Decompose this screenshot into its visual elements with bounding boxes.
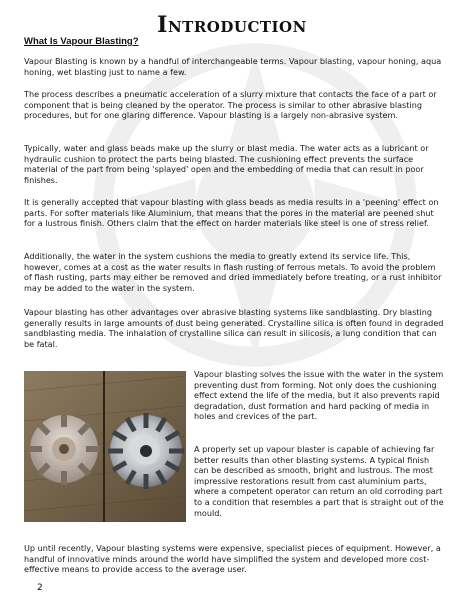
side-paragraph-2: A properly set up vapour blaster is capable of achieving far better results than other blasting systems. A typical finish can be described as smooth, bright and lustrous. The most impressive restorations result from cast aluminium parts, where a competent operator can return an old corroding part to a condition that resembles a part that is straight out of the mould. (194, 444, 444, 518)
paragraph-5: Additionally, the water in the system cushions the media to greatly extend its service life. This, however, comes at a cost as the water results in flash rusting of ferrous metals. To avoid the problem of flash rusting, parts may either be removed and dried immediately before treating, or a rust inhibitor may be added to the water in the system. (24, 251, 442, 293)
paragraph-1: Vapour Blasting is known by a handful of interchangeable terms. Vapour blasting, vapour honing, aqua honing, wet blasting just to name a few. (24, 56, 442, 77)
paragraph-2: The process describes a pneumatic acceleration of a slurry mixture that contacts the face of a part or component that is being cleaned by the operator. The process is similar to other abrasive blasting procedures, but for one glaring difference. Vapour blasting is a largely non-abrasive system. (24, 89, 437, 121)
paragraph-6: Vapour blasting has other advantages over abrasive blasting systems like sandblasting. Dry blasting generally results in large amounts of dust being generated. Crystalline silica is often found in degraded sandblasting media. The inhalation of crystalline silica can result in silicosis, a lung condition that can be fatal. (24, 307, 444, 349)
blasted-parts-photo (24, 371, 186, 522)
page-title: Introduction (157, 12, 307, 38)
paragraph-4: It is generally accepted that vapour blasting with glass beads as media results in a 'peening' effect on parts. For softer materials like Aluminium, that means that the pores in the material are peened shut for a lustrous finish. Others claim that the effect on harder materials like steel is one of stress relief. (24, 197, 439, 229)
section-heading: What Is Vapour Blasting? (24, 36, 139, 47)
page-number: 2 (37, 583, 43, 593)
paragraph-3: Typically, water and glass beads make up the slurry or blast media. The water acts as a lubricant or hydraulic cushion to protect the parts being blasted. The cushioning effect prevents the surface material of the part from being 'splayed' open and the embedding of media that can result in poor finishes. (24, 143, 429, 185)
side-paragraph-1: Vapour blasting solves the issue with the water in the system preventing dust from forming. Not only does the cushioning effect extend the life of the media, but it also prevents rapid degradation, dust formation and hard packing of media in holes and crevices of the part. (194, 369, 444, 422)
parts-photo-icon (24, 371, 186, 522)
closing-paragraph: Up until recently, Vapour blasting systems were expensive, specialist pieces of equipment. However, a handful of innovative minds around the world have simplified the system and developed more cost-effective means to provide access to the average user. (24, 543, 441, 575)
